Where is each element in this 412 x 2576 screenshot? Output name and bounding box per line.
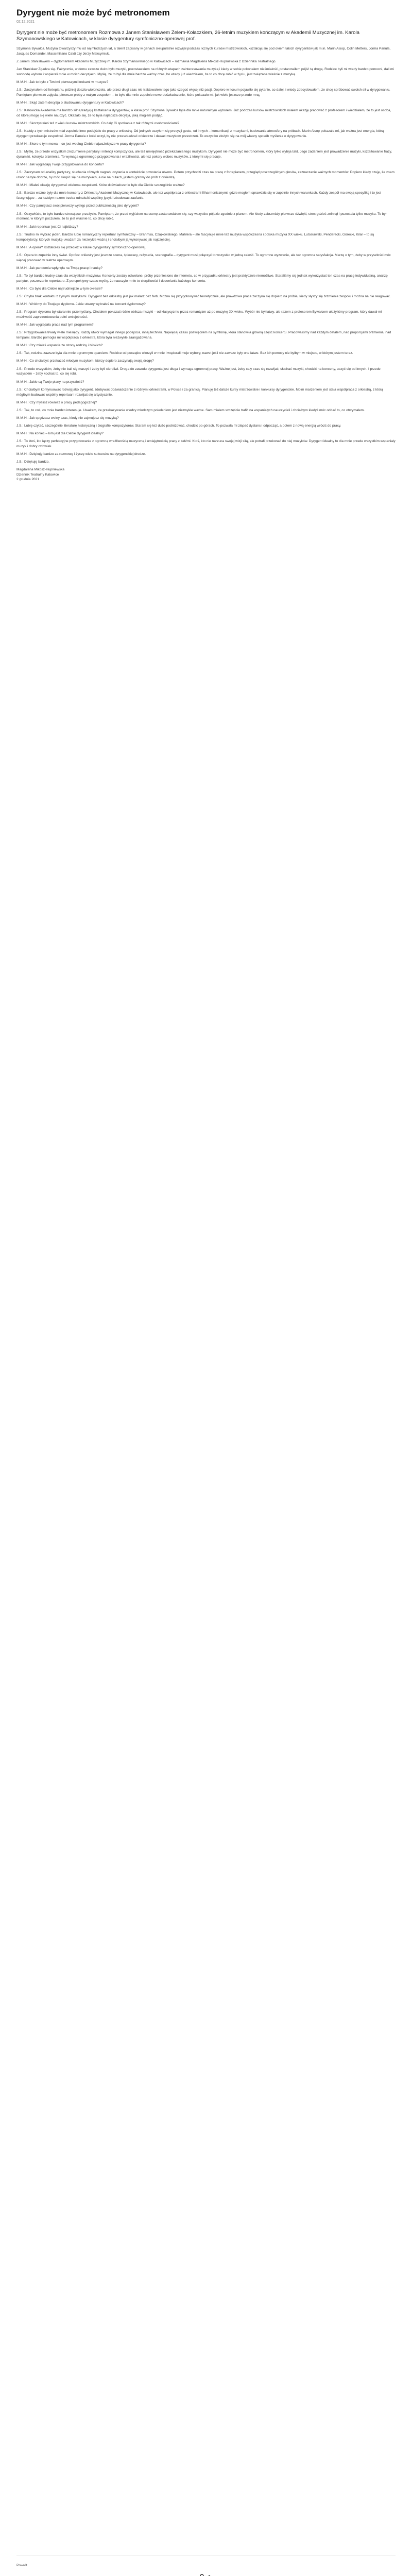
footer xyxy=(16,2555,396,2569)
signature-line: Magdalena Mikosz-Hupniewska xyxy=(16,468,65,472)
article-paragraph: M.M-H.: Wróćmy do Twojego dyplomu. Jakie utwory wybrałeś na koncert dyplomowy? xyxy=(16,302,146,307)
article-paragraph: J.S.: Katowicka Akademia ma bardzo silną tradycję kształcenia dyrygentów, a klasa prof. Szymona Bywalca była dla mnie naturalnym wyborem. Już podczas kursów mistrzowskich miałem okazję pracować z profesorem i wiedziałem, że to jest osoba, od której mogę się wiele nauczyć. Okazało się, że to była najlepsza decyzja, jaką mogłem podjąć. xyxy=(16,109,391,117)
article-paragraph: J.S.: Program dyplomu był starannie przemyślany. Chciałem pokazać różne oblicza muzyki – od klasycyzmu przez romantyzm aż po muzykę XX wieku. Wybór nie był łatwy, ale razem z profesorem Bywalcem ułożyliśmy program, który dawał mi możliwość zaprezentowania pełni umiejętności. xyxy=(16,310,382,319)
article-paragraph: M.M-H.: Jak wyglądała praca nad tym programem? xyxy=(16,323,94,327)
article-paragraph: J.S.: Zaczynam od analizy partytury, słuchania różnych nagrań, czytania o kontekście powstania utworu. Potem przychodzi czas na pracę z fortepianem, przegląd poszczególnych głosów, zaznaczanie ważnych momentów. Dopiero kiedy czuję, że znam utwór na tyle dobrze, by móc skupić się na muzykach, a nie na nutach, jestem gotowy do prób z orkiestrą. xyxy=(16,171,394,180)
article-paragraph: M.M-H.: Dziękuję bardzo za rozmowę i życzę wielu sukcesów na dyrygenckiej drodze. xyxy=(16,452,146,456)
article-paragraph: M.M-H.: Jakie są Twoje plany na przyszłość? xyxy=(16,380,84,384)
article-paragraph: M.M-H.: Co było dla Ciebie najtrudniejsze w tym okresie? xyxy=(16,286,103,291)
article-paragraph: M.M-H.: Czy myślisz również o pracy pedagogicznej? xyxy=(16,400,97,404)
article-paragraph: J.S.: Tak, rodzina zawsze była dla mnie ogromnym oparciem. Rodzice od początku wierzyli w mnie i wspierali moje wybory, nawet jeśli nie zawsze były one łatwe. Bez ich pomocy nie byłbym w miejscu, w którym jestem teraz. xyxy=(16,351,353,355)
article-paragraph: J.S.: Chyba brak kontaktu z żywymi muzykami. Dyrygent bez orkiestry jest jak malarz bez farb. Można się przygotowywać teoretycznie, ale prawdziwa praca zaczyna się dopiero na próbie, kiedy słyszy się brzmienie zespołu i można na nie reagować. xyxy=(16,294,391,298)
article-paragraph: M.M-H.: Jak spędzasz wolny czas, kiedy nie zajmujesz się muzyką? xyxy=(16,416,119,420)
article-paragraph: J.S.: Myślę, że przede wszystkim zrozumienie partytury i intencji kompozytora, ale też umiejętność przekazania tego muzykom. Dyrygent nie może być metronomem, który tylko wybija takt. Jego zadaniem jest prowadzenie muzyki, kształtowanie frazy, dynamiki, kolorytu brzmienia. To wymaga ogromnego przygotowania i wrażliwości, ale też pokory wobec muzyków, z którymi się pracuje. xyxy=(16,150,392,159)
article-paragraph: M.M-H.: Skoro o tym mowa – co jest według Ciebie najważniejsze w pracy dyrygenta? xyxy=(16,142,146,146)
article-paragraph: M.M-H.: Jak wyglądają Twoje przygotowania do koncertu? xyxy=(16,163,104,167)
article-paragraph: M.M-H.: Co chciałbyś przekazać młodym muzykom, którzy dopiero zaczynają swoją drogę? xyxy=(16,359,154,363)
article-paragraph: J.S.: Tak, to coś, co mnie bardzo interesuje. Uważam, że przekazywanie wiedzy młodszym pokoleniom jest niezwykle ważne. Sam miałem szczęście trafić na wspaniałych nauczycieli i chciałbym kiedyś móc oddać to, co otrzymałem. xyxy=(16,408,365,412)
article-paragraph: M.M-H.: Na koniec – kim jest dla Ciebie dyrygent idealny? xyxy=(16,431,104,435)
article-paragraph: M.M-H.: Skąd zatem decyzja o studiowaniu dyrygentury w Katowicach? xyxy=(16,101,124,105)
article-paragraph: M.M-H.: Jak pandemia wpłynęła na Twoją pracę i naukę? xyxy=(16,266,103,270)
article-paragraph: Szymona Bywalca. Muzyka towarzyszy mu od najmłodszych lat, a talent zapisany w genach skrupulatnie rozwijał podczas licznych kursów mistrzowskich, kształcąc się pod okiem takich dyrygentów jak m.in. Marin Alsop, Colin Metters, Jorma Panula, Jacques Domandel, Massimiliano Caldi czy Jerzy Maksymiuk. xyxy=(16,46,391,56)
article-paragraph: J.S.: Zaczynałem od fortepianu, później doszła wiolonczela, ale przez długi czas nie traktowałem tego jako czegoś więcej niż pasji. Dopiero w liceum pojawiło się pytanie, co dalej, i wtedy zdecydowałem, że chcę spróbować swoich sił w dyrygowaniu. Pamiętam pierwsze zajęcia, pierwsze próby z małym zespołem – to było dla mnie zupełnie nowe doświadczenie, które pokazało mi, jak wiele jeszcze przede mną. xyxy=(16,88,390,97)
article-paragraph: M.M-H.: Czy miałeś wsparcie ze strony rodziny i bliskich? xyxy=(16,344,103,348)
scissors-icon xyxy=(200,2574,211,2576)
article-paragraph: J.S.: Opera to zupełnie inny świat. Oprócz orkiestry jest jeszcze scena, śpiewacy, reżyseria, scenografia – dyrygent musi połączyć to wszystko w jedną całość. To ogromne wyzwanie, ale też ogromna satysfakcja. Marzę o tym, żeby w przyszłości móc więcej pracować w teatrze operowym. xyxy=(16,253,391,262)
article-paragraph: M.M-H.: Skorzystałeś też z wielu kursów mistrzowskich. Co dały Ci spotkania z tak różnymi osobowościami? xyxy=(16,122,180,126)
article-paragraph: M.M-H.: Jak to było z Twoimi pierwszymi krokami w muzyce? xyxy=(16,80,109,84)
article-date: 02.12.2021 xyxy=(16,20,35,24)
article-paragraph: Z Janem Stanisławem – dyplomantem Akademii Muzycznej im. Karola Szymanowskiego w Katowicach – rozmawia Magdalena Mikosz-Hupniewska z Dziennika Teatralnego. xyxy=(16,59,277,63)
article-lead: Dyrygent nie może być metronomem Rozmowa z Janem Stanisławem Zelem-Kołaczkiem, 26-letnim muzykiem kończącym w Akademii Muzycznej im. Karola Szymanowskiego w Katowicach, w klasie dyrygentury symfoniczno-operowej prof. xyxy=(16,30,359,42)
article xyxy=(16,7,396,482)
signature-line: Dziennik Teatralny Katowice xyxy=(16,472,59,477)
article-paragraph: M.M-H.: Czy pamiętasz swój pierwszy występ przed publicznością jako dyrygent? xyxy=(16,204,139,208)
article-paragraph: J.S.: Przygotowania trwały wiele miesięcy. Każdy utwór wymagał innego podejścia, innej techniki. Najwięcej czasu poświęciłem na symfonię, która stanowiła główną część koncertu. Pracowaliśmy nad każdym detalem, nad proporcjami brzmienia, nad tempami. Bardzo pomogła mi współpraca z orkiestrą, która była niezwykle zaangażowana. xyxy=(16,331,391,340)
signature-line: 2 grudnia 2021 xyxy=(16,478,39,482)
article-body xyxy=(16,46,396,465)
article-signature xyxy=(16,467,396,482)
article-paragraph: J.S.: Każdy z tych mistrzów miał zupełnie inne podejście do pracy z orkiestrą. Od jednych uczyłem się precyzji gestu, od innych – komunikacji z muzykami, budowania atmosfery na próbach. Marin Alsop pokazała mi, jak ważna jest energia, którą dyrygent przekazuje zespołowi. Jorma Panula z kolei uczył, by nie przeszkadzać orkiestrze i dawać muzykom przestrzeń. To wszystko złożyło się na mój własny sposób myślenia o dyrygowaniu. xyxy=(16,129,384,139)
article-paragraph: J.S.: Oczywiście, to było bardzo stresujące przeżycie. Pamiętam, że przed wyjściem na scenę zastanawiałem się, czy wszystko pójdzie zgodnie z planem. Ale kiedy zabrzmiały pierwsze dźwięki, stres gdzieś zniknął i pozostała tylko muzyka. To był moment, w którym poczułem, że to jest właśnie to, co chcę robić. xyxy=(16,212,387,221)
article-paragraph: J.S.: Trudno mi wybrać jeden. Bardzo lubię romantyczny repertuar symfoniczny – Brahmsa, Czajkowskiego, Mahlera – ale fascynuje mnie też muzyka współczesna i polska muzyka XX wieku. Lutosławski, Penderecki, Górecki, Kilar – to są kompozytorzy, których muzykę uważam za niezwykle ważną i chciałbym ją wykonywać jak najczęściej. xyxy=(16,232,374,242)
article-paragraph: M.M-H.: Jaki repertuar jest Ci najbliższy? xyxy=(16,225,78,229)
article-paragraph: J.S.: To był bardzo trudny czas dla wszystkich muzyków. Koncerty zostały odwołane, próby przeniesiono do internetu, co w przypadku orkiestry jest praktycznie niemożliwe. Staraliśmy się jednak wykorzystać ten czas na pracę indywidualną, analizę partytur, poszerzanie repertuaru. Z perspektywy czasu myślę, że nauczyło mnie to cierpliwości i doceniania każdego koncertu. xyxy=(16,274,388,283)
article-paragraph: M.M-H.: A opera? Kształciłeś się przecież w klasie dyrygentury symfoniczno-operowej. xyxy=(16,245,146,249)
article-paragraph: J.S.: Chciałbym kontynuować rozwój jako dyrygent, zdobywać doświadczenie z różnymi orkiestrami, w Polsce i za granicą. Planuję też dalsze kursy mistrzowskie i konkursy dyrygenckie. Moim marzeniem jest stała współpraca z orkiestrą, z którą mógłbym budować wspólny repertuar i rozwijać się artystycznie. xyxy=(16,387,383,397)
article-paragraph: J.S.: Bardzo ważne były dla mnie koncerty z Orkiestrą Akademii Muzycznej w Katowicach, ale też współpraca z orkiestrami filharmonicznymi, gdzie mogłem sprawdzić się w zupełnie innych warunkach. Każdy zespół ma swoją specyfikę i to jest fascynujące – za każdym razem trzeba odnaleźć wspólny język i zbudować zaufanie. xyxy=(16,191,382,200)
article-paragraph: J.S.: Dziękuję bardzo. xyxy=(16,460,50,464)
article-paragraph: J.S.: Lubię czytać, szczególnie literaturę historyczną i biografie kompozytorów. Staram się też dużo podróżować, chodzić po górach. To pozwala mi złapać dystans i odpocząć, a potem z nową energią wrócić do pracy. xyxy=(16,423,341,428)
article-paragraph: Jan Stanisław Zgadza się. Faktycznie, w domu zawsze dużo było muzyki, pozostawałem na różnych etapach zainteresowania muzyką i kiedy w sobie pokonałem nieśmiałość, postanowiłem pójść tą drogą. Rodzice byli mi wtedy bardzo pomocni, dali mi swobodę wyboru i wspierali mnie w moich decyzjach. Myślę, że to był dla mnie bardzo ważny czas, bo wtedy już wiedziałem, że to co chcę robić w życiu, jest związane właśnie z muzyką. xyxy=(16,67,394,76)
article-paragraph: M.M-H.: Miałeś okazję dyrygować wieloma zespołami. Które doświadczenie było dla Ciebie szczególnie ważne? xyxy=(16,183,185,188)
article-paragraph: J.S.: Przede wszystkim, żeby nie bali się marzyć i żeby byli cierpliwi. Droga do zawodu dyrygenta jest długa i wymaga ogromnej pracy. Ważne jest, żeby cały czas się rozwijać, słuchać muzyki, chodzić na koncerty, uczyć się od innych. I przede wszystkim – żeby kochać to, co się robi. xyxy=(16,367,381,376)
article-title: Dyrygent nie może być metronomem xyxy=(16,8,170,18)
article-paragraph: J.S.: To ktoś, kto łączy perfekcyjne przygotowanie z ogromną wrażliwością muzyczną i umiejętnością pracy z ludźmi. Ktoś, kto nie narzuca swojej wizji siłą, ale potrafi przekonać do niej muzyków. Dyrygent idealny to dla mnie przede wszystkim wspaniały muzyk i dobry człowiek. xyxy=(16,439,396,448)
back-link[interactable]: Powrót xyxy=(16,2564,27,2567)
